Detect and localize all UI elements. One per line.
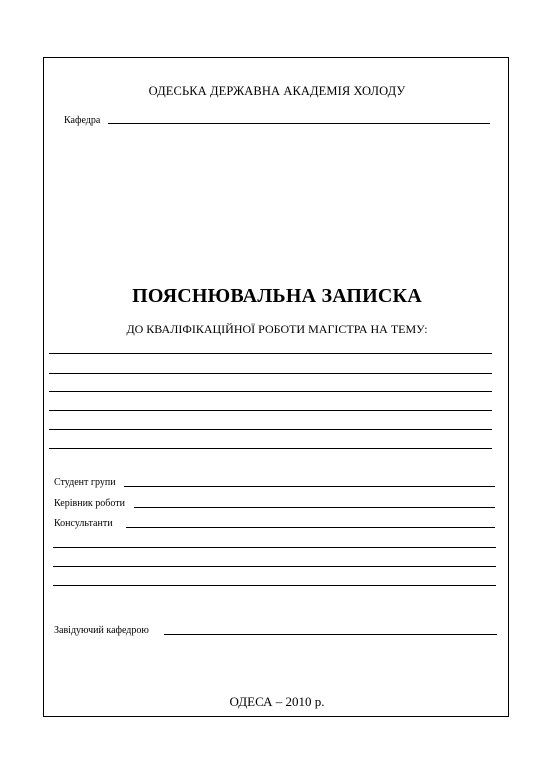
topic-line[interactable] <box>49 373 492 374</box>
title-page-frame <box>43 57 509 717</box>
head-of-department-label: Завідуючий кафедрою <box>54 625 149 636</box>
topic-line[interactable] <box>49 391 492 392</box>
supervisor-line[interactable] <box>134 507 495 508</box>
consultant-line[interactable] <box>53 585 496 586</box>
student-group-line[interactable] <box>124 486 495 487</box>
footer-city-year: ОДЕСА – 2010 р. <box>229 694 325 709</box>
department-line[interactable] <box>108 123 490 124</box>
student-group-label: Студент групи <box>54 477 116 488</box>
consultants-line[interactable] <box>126 527 495 528</box>
topic-line[interactable] <box>49 353 492 354</box>
head-of-department-line[interactable] <box>164 634 497 635</box>
consultants-label: Консультанти <box>54 518 113 529</box>
consultant-line[interactable] <box>53 547 496 548</box>
topic-line[interactable] <box>49 410 492 411</box>
supervisor-label: Керівник роботи <box>54 498 125 509</box>
topic-line[interactable] <box>49 429 492 430</box>
academy-name: ОДЕСЬКА ДЕРЖАВНА АКАДЕМІЯ ХОЛОДУ <box>148 84 406 98</box>
consultant-line[interactable] <box>53 566 496 567</box>
department-label: Кафедра <box>64 115 101 126</box>
document-title: ПОЯСНЮВАЛЬНА ЗАПИСКА <box>132 285 422 307</box>
document-subtitle: ДО КВАЛІФІКАЦІЙНОЇ РОБОТИ МАГІСТРА НА ТЕМУ: <box>126 322 428 336</box>
topic-line[interactable] <box>49 448 492 449</box>
